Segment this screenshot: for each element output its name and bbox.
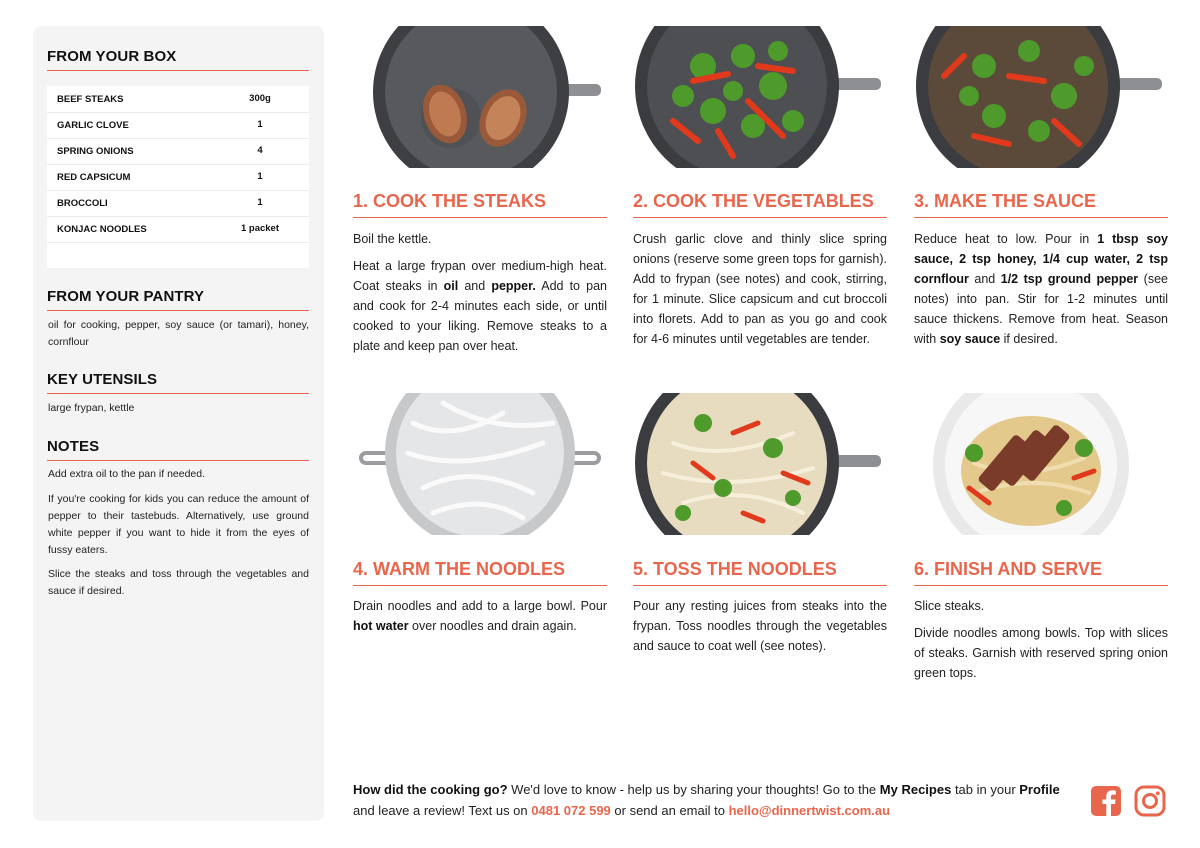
note-3: Slice the steaks and toss through the vegetables and sauce if desired. [48, 568, 309, 597]
step-3-image [914, 26, 1168, 168]
step-5-paragraph-1: Pour any resting juices from steaks into the frypan. Toss noodles through the vegetables and sauce to coat well (see notes). [633, 599, 887, 653]
step-1-image [353, 26, 607, 168]
notes-heading: NOTES [47, 438, 309, 461]
ingredient-name: BROCCOLI [57, 198, 108, 209]
step-4-title: 4. WARM THE NOODLES [353, 559, 607, 586]
step-3-title: 3. MAKE THE SAUCE [914, 191, 1168, 218]
note-1: Add extra oil to the pan if needed. [48, 468, 206, 480]
note-2: If you're cooking for kids you can reduce the amount of pepper to their tastebuds. Alternatively, use ground white pepper if you want to hide it from the eyes of fussy eaters. [48, 493, 309, 556]
profile-link: Profile [1019, 782, 1060, 797]
pantry-text: oil for cooking, pepper, soy sauce (or tamari), honey, cornflour [48, 319, 309, 348]
step-5-image [633, 393, 887, 535]
from-your-pantry-heading: FROM YOUR PANTRY [47, 288, 309, 311]
ingredient-name: GARLIC CLOVE [57, 120, 129, 131]
table-row [47, 138, 309, 165]
step-6-image [914, 393, 1168, 535]
step-1-paragraph-1: Boil the kettle. [353, 232, 432, 246]
instagram-icon[interactable] [1134, 785, 1166, 817]
ingredient-qty: 4 [257, 145, 263, 156]
ingredient-name: RED CAPSICUM [57, 172, 131, 183]
step-4-paragraph-1: Drain noodles and add to a large bowl. Pour hot water over noodles and drain again. [353, 599, 607, 633]
step-2-title: 2. COOK THE VEGETABLES [633, 191, 887, 218]
table-row [47, 112, 309, 139]
step-1-paragraph-2: Heat a large frypan over medium-high heat. Coat steaks in oil and pepper. Add to pan and cook for 2-4 minutes each side, or until cooked to your liking. Remove steaks to a plate and keep pan over heat. [353, 259, 607, 353]
table-row [47, 164, 309, 191]
step-3-paragraph-1: Reduce heat to low. Pour in 1 tbsp soy sauce, 2 tsp honey, 1/4 cup water, 2 tsp cornflour and 1/2 tsp ground pepper (see notes) into pan. Stir for 1-2 minutes until sauce thickens. Remove from heat. Season with soy sauce if desired. [914, 232, 1168, 346]
step-4-image [353, 393, 607, 535]
step-3-text [914, 229, 1168, 356]
step-2-paragraph-1: Crush garlic clove and thinly slice spring onions (reserve some green tops for garnish). Add to frypan (see notes) and cook, stirring, for 1 minute. Slice capsicum and cut broccoli into florets. Add to pan as you go and cook for 4-6 minutes until vegetables are tender. [633, 232, 887, 346]
ingredient-qty: 300g [249, 93, 271, 104]
key-utensils-heading: KEY UTENSILS [47, 371, 309, 394]
step-6-title: 6. FINISH AND SERVE [914, 559, 1168, 586]
email-link[interactable]: hello@dinnertwist.com.au [728, 803, 891, 818]
step-1-title: 1. COOK THE STEAKS [353, 191, 607, 218]
ingredient-qty: 1 [257, 171, 263, 182]
table-row [47, 190, 309, 217]
ingredient-name: SPRING ONIONS [57, 146, 134, 157]
sidebar [33, 26, 324, 821]
step-5-text [633, 596, 887, 663]
ingredient-name: KONJAC NOODLES [57, 224, 147, 235]
ingredient-qty: 1 [257, 119, 263, 130]
step-6-text [914, 596, 1168, 690]
step-6-paragraph-1: Slice steaks. [914, 599, 985, 613]
step-4-text [353, 596, 607, 643]
feedback-footer: How did the cooking go? We'd love to know - help us by sharing your thoughts! Go to the My Recipes tab in your Profile and leave a review! Text us on 0481 072 599 or send an email to hello@dinnertwist.com.au [353, 782, 1060, 818]
step-5-title: 5. TOSS THE NOODLES [633, 559, 887, 586]
ingredient-name: BEEF STEAKS [57, 94, 124, 105]
ingredient-qty: 1 [257, 197, 263, 208]
ingredient-qty: 1 packet [240, 223, 280, 234]
table-row [47, 216, 309, 243]
utensils-text: large frypan, kettle [48, 402, 135, 414]
phone-number: 0481 072 599 [531, 803, 611, 818]
step-2-image [633, 26, 887, 168]
my-recipes-link: My Recipes [879, 782, 952, 797]
step-6-paragraph-2: Divide noodles among bowls. Top with slices of steaks. Garnish with reserved spring onion green tops. [914, 626, 1168, 680]
step-1-text [353, 229, 607, 363]
step-2-text [633, 229, 887, 356]
table-row [47, 86, 309, 113]
box-ingredients-table [47, 86, 309, 268]
facebook-icon[interactable] [1090, 785, 1122, 817]
from-your-box-heading: FROM YOUR BOX [47, 48, 309, 71]
